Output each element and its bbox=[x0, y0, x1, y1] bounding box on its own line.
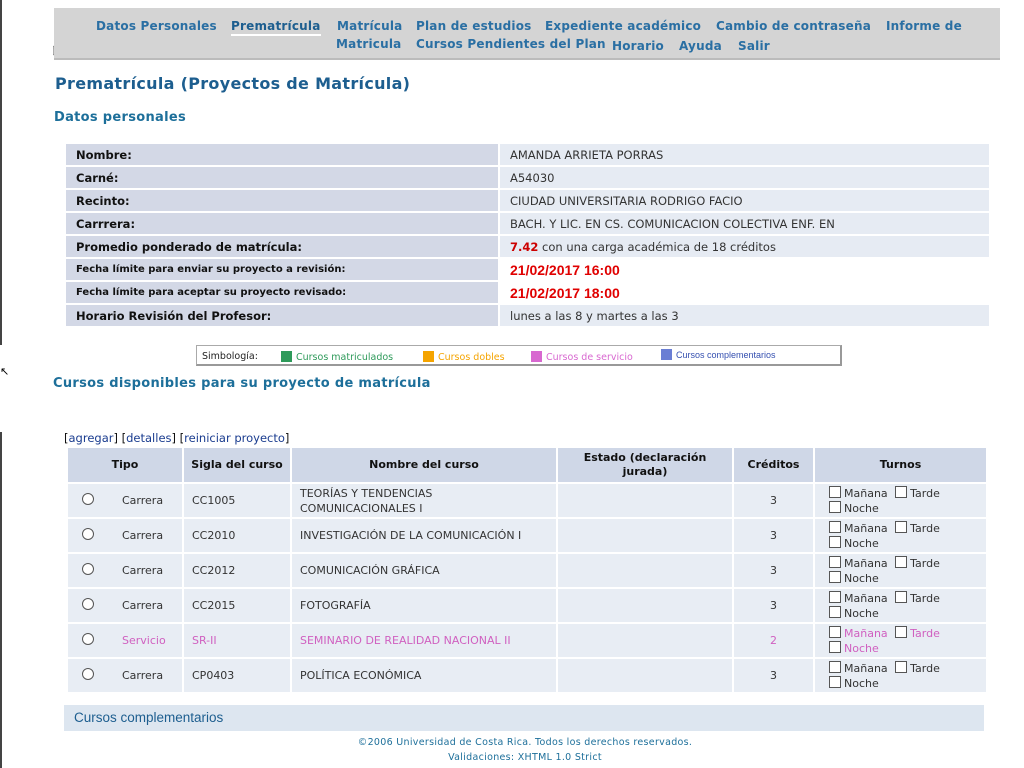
course-creditos: 3 bbox=[733, 553, 814, 588]
promedio-value bbox=[498, 236, 989, 257]
page-title: Prematrícula (Proyectos de Matrícula) bbox=[55, 74, 411, 93]
course-row bbox=[67, 518, 987, 553]
turno-noche-checkbox[interactable] bbox=[829, 606, 841, 618]
turno-noche-checkbox[interactable] bbox=[829, 501, 841, 513]
turno-manana-label: Mañana bbox=[844, 486, 888, 500]
servicio-swatch bbox=[531, 351, 542, 362]
nav-informe-matricula-line2[interactable]: Matricula bbox=[336, 37, 402, 51]
course-creditos: 3 bbox=[733, 658, 814, 693]
turno-manana-label: Mañana bbox=[844, 626, 888, 640]
course-row bbox=[67, 483, 987, 518]
fecha-aceptar-value bbox=[498, 282, 989, 303]
personal-info-table bbox=[66, 142, 989, 328]
course-sigla: CC1005 bbox=[183, 483, 291, 518]
horario-label: Horario Revisión del Profesor: bbox=[66, 305, 498, 326]
course-creditos: 3 bbox=[733, 483, 814, 518]
nav-expediente[interactable]: Expediente académico bbox=[545, 19, 702, 33]
legend-servicio: Cursos de servicio bbox=[531, 351, 633, 363]
turno-manana-label: Mañana bbox=[844, 556, 888, 570]
turno-tarde-label: Tarde bbox=[910, 661, 940, 675]
promedio-number: 7.42 bbox=[510, 239, 539, 254]
course-row bbox=[67, 553, 987, 588]
fecha-aceptar-date: 21/02/2017 18:00 bbox=[510, 284, 620, 301]
course-estado bbox=[557, 553, 733, 588]
courses-header-row bbox=[67, 447, 987, 483]
turno-manana-checkbox[interactable] bbox=[829, 591, 841, 603]
turno-tarde-label: Tarde bbox=[910, 521, 940, 535]
dobles-swatch bbox=[423, 351, 434, 362]
course-select-radio[interactable] bbox=[82, 493, 94, 505]
nav-cursos-pendientes[interactable]: Cursos Pendientes del Plan bbox=[416, 37, 606, 51]
course-nombre: FOTOGRAFÍA bbox=[291, 588, 557, 623]
legend-label: Simbología: bbox=[202, 351, 258, 362]
col-header-estado: Estado (declaración jurada) bbox=[557, 447, 733, 483]
turno-tarde-label: Tarde bbox=[910, 626, 940, 640]
turno-manana-checkbox[interactable] bbox=[829, 626, 841, 638]
course-estado bbox=[557, 518, 733, 553]
info-row-recinto bbox=[66, 190, 989, 211]
turno-tarde-label: Tarde bbox=[910, 591, 940, 605]
footer-copyright: ©2006 Universidad de Costa Rica. Todos los derechos reservados. bbox=[357, 737, 693, 748]
matriculados-swatch bbox=[281, 351, 292, 362]
nav-plan-estudios[interactable]: Plan de estudios bbox=[416, 19, 532, 33]
col-header-sigla: Sigla del curso bbox=[183, 447, 291, 483]
nav-cambio-contrasena[interactable]: Cambio de contraseña bbox=[716, 19, 872, 33]
legend-matriculados: Cursos matriculados bbox=[281, 351, 393, 363]
fecha-envio-label: Fecha límite para enviar su proyecto a revisión: bbox=[66, 259, 498, 280]
legend-complementarios: Cursos complementarios bbox=[661, 349, 776, 360]
courses-table bbox=[66, 446, 988, 694]
course-tipo: Carrera bbox=[122, 564, 164, 577]
left-window-edge bbox=[0, 432, 2, 768]
nav-matricula[interactable]: Matrícula bbox=[337, 19, 403, 33]
course-tipo: Carrera bbox=[122, 599, 164, 612]
course-estado bbox=[557, 658, 733, 693]
course-nombre: TEORÍAS Y TENDENCIAS COMUNICACIONALES I bbox=[291, 483, 557, 518]
nav-prematricula[interactable]: Prematrícula bbox=[231, 19, 321, 36]
turno-tarde-checkbox[interactable] bbox=[895, 521, 907, 533]
turno-tarde-checkbox[interactable] bbox=[895, 556, 907, 568]
turno-tarde-checkbox[interactable] bbox=[895, 486, 907, 498]
datos-personales-heading: Datos personales bbox=[54, 110, 187, 125]
course-turnos bbox=[814, 588, 987, 623]
nav-horario[interactable]: Horario bbox=[612, 39, 664, 53]
turno-manana-label: Mañana bbox=[844, 591, 888, 605]
turno-manana-checkbox[interactable] bbox=[829, 486, 841, 498]
turno-manana-label: Mañana bbox=[844, 521, 888, 535]
course-estado bbox=[557, 483, 733, 518]
carne-label: Carné: bbox=[66, 167, 498, 188]
turno-noche-label: Noche bbox=[844, 676, 879, 690]
legend-dobles: Cursos dobles bbox=[423, 351, 505, 363]
turno-noche-label: Noche bbox=[844, 606, 879, 620]
course-tipo: Servicio bbox=[122, 634, 166, 647]
nav-ayuda[interactable]: Ayuda bbox=[679, 39, 722, 53]
left-window-edge bbox=[0, 0, 2, 345]
col-header-turnos: Turnos bbox=[814, 447, 987, 483]
course-select-radio[interactable] bbox=[82, 528, 94, 540]
turno-noche-label: Noche bbox=[844, 571, 879, 585]
turno-manana-label: Mañana bbox=[844, 661, 888, 675]
carrera-value: BACH. Y LIC. EN CS. COMUNICACION COLECTIVA ENF. EN bbox=[498, 213, 989, 234]
course-row bbox=[67, 588, 987, 623]
horario-value: lunes a las 8 y martes a las 3 bbox=[498, 305, 989, 326]
col-header-creditos: Créditos bbox=[733, 447, 814, 483]
course-nombre: POLÍTICA ECONÓMICA bbox=[291, 658, 557, 693]
reiniciar-proyecto-link[interactable]: reiniciar proyecto bbox=[184, 431, 285, 445]
course-nombre: COMUNICACIÓN GRÁFICA bbox=[291, 553, 557, 588]
course-sigla: CP0403 bbox=[183, 658, 291, 693]
course-estado bbox=[557, 588, 733, 623]
course-turnos bbox=[814, 623, 987, 658]
turno-manana-checkbox[interactable] bbox=[829, 556, 841, 568]
mouse-pointer-icon: ↖ bbox=[0, 365, 10, 378]
nav-salir[interactable]: Salir bbox=[738, 39, 770, 53]
col-header-tipo: Tipo bbox=[67, 447, 183, 483]
top-navigation bbox=[54, 8, 1000, 60]
course-actions: [agregar] [detalles] [reiniciar proyecto] bbox=[64, 431, 290, 445]
course-turnos bbox=[814, 518, 987, 553]
info-row-carrera bbox=[66, 213, 989, 234]
complementarios-swatch bbox=[661, 349, 672, 360]
course-creditos: 3 bbox=[733, 588, 814, 623]
promedio-text: con una carga académica de 18 créditos bbox=[542, 239, 776, 254]
course-select-radio[interactable] bbox=[82, 563, 94, 575]
course-creditos: 2 bbox=[733, 623, 814, 658]
course-row bbox=[67, 658, 987, 693]
course-turnos bbox=[814, 658, 987, 693]
course-turnos bbox=[814, 553, 987, 588]
turno-noche-label: Noche bbox=[844, 501, 879, 515]
course-tipo: Carrera bbox=[122, 494, 164, 507]
detalles-link[interactable]: detalles bbox=[126, 431, 172, 445]
turno-noche-checkbox[interactable] bbox=[829, 641, 841, 653]
carne-value: A54030 bbox=[498, 167, 989, 188]
nav-informe-matricula[interactable]: Informe de bbox=[886, 19, 962, 33]
info-row-horario bbox=[66, 305, 989, 326]
course-sigla: CC2012 bbox=[183, 553, 291, 588]
course-row bbox=[67, 623, 987, 658]
course-select-radio[interactable] bbox=[82, 633, 94, 645]
turno-noche-checkbox[interactable] bbox=[829, 571, 841, 583]
turno-manana-checkbox[interactable] bbox=[829, 661, 841, 673]
course-sigla: CC2010 bbox=[183, 518, 291, 553]
nombre-value: AMANDA ARRIETA PORRAS bbox=[498, 144, 989, 165]
fecha-aceptar-label: Fecha límite para aceptar su proyecto revisado: bbox=[66, 282, 498, 303]
agregar-link[interactable]: agregar bbox=[68, 431, 114, 445]
fecha-envio-value bbox=[498, 259, 989, 280]
promedio-label: Promedio ponderado de matrícula: bbox=[66, 236, 498, 257]
turno-tarde-label: Tarde bbox=[910, 486, 940, 500]
info-row-nombre bbox=[66, 144, 989, 165]
turno-noche-label: Noche bbox=[844, 641, 879, 655]
course-nombre: SEMINARIO DE REALIDAD NACIONAL II bbox=[291, 623, 557, 658]
info-row-carne bbox=[66, 167, 989, 188]
turno-noche-label: Noche bbox=[844, 536, 879, 550]
col-header-nombre: Nombre del curso bbox=[291, 447, 557, 483]
info-row-fecha-envio bbox=[66, 259, 989, 280]
info-row-promedio bbox=[66, 236, 989, 257]
cursos-complementarios-bar[interactable]: Cursos complementarios bbox=[64, 705, 984, 731]
turno-tarde-checkbox[interactable] bbox=[895, 626, 907, 638]
footer-validaciones[interactable]: Validaciones: XHTML 1.0 Strict bbox=[448, 752, 602, 763]
course-tipo: Carrera bbox=[122, 669, 164, 682]
nombre-label: Nombre: bbox=[66, 144, 498, 165]
course-turnos bbox=[814, 483, 987, 518]
course-select-radio[interactable] bbox=[82, 598, 94, 610]
simbologia-legend bbox=[196, 345, 842, 366]
info-row-fecha-aceptar bbox=[66, 282, 989, 303]
fecha-envio-date: 21/02/2017 16:00 bbox=[510, 261, 620, 278]
course-tipo: Carrera bbox=[122, 529, 164, 542]
course-nombre: INVESTIGACIÓN DE LA COMUNICACIÓN I bbox=[291, 518, 557, 553]
turno-noche-checkbox[interactable] bbox=[829, 676, 841, 688]
recinto-label: Recinto: bbox=[66, 190, 498, 211]
course-select-radio[interactable] bbox=[82, 668, 94, 680]
recinto-value: CIUDAD UNIVERSITARIA RODRIGO FACIO bbox=[498, 190, 989, 211]
turno-noche-checkbox[interactable] bbox=[829, 536, 841, 548]
carrera-label: Carrrera: bbox=[66, 213, 498, 234]
turno-tarde-checkbox[interactable] bbox=[895, 661, 907, 673]
cursos-disponibles-heading: Cursos disponibles para su proyecto de matrícula bbox=[53, 376, 431, 391]
course-creditos: 3 bbox=[733, 518, 814, 553]
turno-tarde-label: Tarde bbox=[910, 556, 940, 570]
turno-tarde-checkbox[interactable] bbox=[895, 591, 907, 603]
course-estado bbox=[557, 623, 733, 658]
turno-manana-checkbox[interactable] bbox=[829, 521, 841, 533]
course-sigla: SR-II bbox=[183, 623, 291, 658]
nav-datos-personales[interactable]: Datos Personales bbox=[96, 19, 217, 33]
course-sigla: CC2015 bbox=[183, 588, 291, 623]
